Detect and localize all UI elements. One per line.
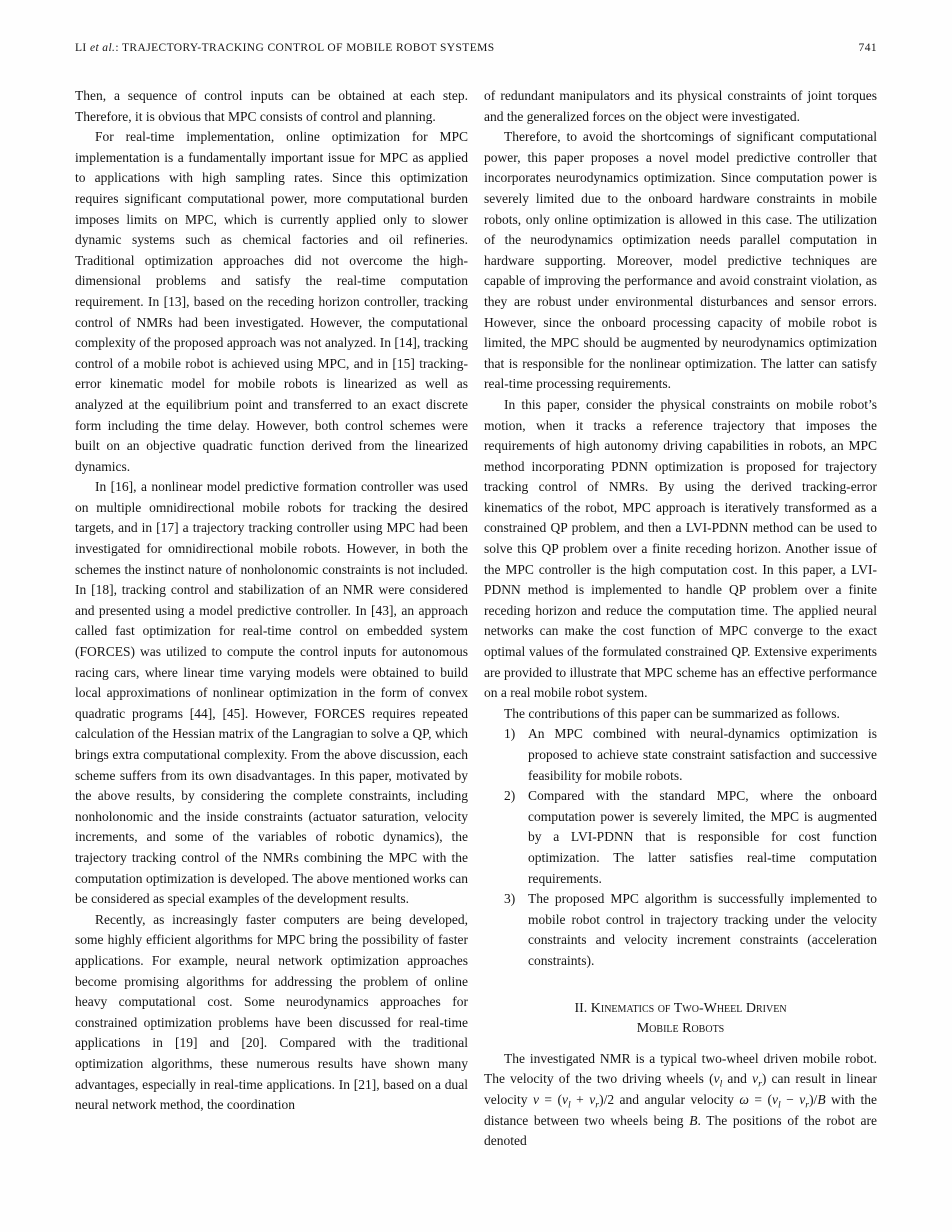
list-item-text: Compared with the standard MPC, where the onboard computation power is severely limited, the MPC is augmented by a LVI-PDNN that is responsible for cost function optimization. The latter satisfies real-time computation requirements. xyxy=(528,788,877,886)
list-item-number: 1) xyxy=(504,726,516,742)
paragraph: In [16], a nonlinear model predictive formation controller was used on multiple omnidirectional mobile robots for tracking the desired targets, and in [17] a trajectory tracking controller using MPC had been investigated for omnidirectional mobile robots. However, in both the schemes the instinct nature of nonholonomic constraints is not included. In [18], tracking control and stabilization of an NMR were considered and presented using a model predictive controller. In [43], an approach called fast optimization for real-time control on embedded system (FORCES) was utilized to compute the control inputs for autonomous racing cars, where linear time varying models were obtained to build local approximations of nonlinear optimization in the form of convex quadratic programs [44], [45]. However, FORCES requires repeated calculation of the Hessian matrix of the Langragian to solve a QP, which brings extra computational complexity. From the above discussion, each scheme suffers from its own disadvantages. In this paper, motivated by the above results, by considering the complete constraints, including nonholonomic and the inside constraints (actuator saturation, velocity increments, and some of the variables of robotic dynamics), the trajectory tracking control of the NMRs combining the MPC with the computation optimization is developed. The above mentioned works can be considered as special examples of the development results. xyxy=(75,479,468,907)
section-heading-line1: II. Kinematics of Two-Wheel Driven xyxy=(574,1000,787,1016)
list-item-text: The proposed MPC algorithm is successfully implemented to mobile robot control in trajectory tracking under the velocity constraints and velocity increment constraints (acceleration constraints). xyxy=(528,891,877,968)
paragraph: Recently, as increasingly faster computers are being developed, some highly efficient algorithms for MPC bring the possibility of faster applications. For example, neural network optimization approaches become promising algorithms for addressing the problem of online heavy computational cost. Some neurodynamics approaches for constrained optimization problems have been discussed for real-time applications in [19] and [20]. Compared with the traditional optimization algorithms, these numerous results have shown many advantages, especially in real-time applications. In [21], based on a dual neural network method, the coordination xyxy=(75,911,468,1113)
list-item xyxy=(484,889,877,971)
contributions-list xyxy=(484,724,877,971)
page-number: 741 xyxy=(858,42,877,54)
running-header xyxy=(75,42,877,54)
paragraph-continuation: of redundant manipulators and its physical constraints of joint torques and the generalized forces on the object were investigated. xyxy=(484,88,877,124)
list-item xyxy=(484,786,877,889)
running-title: LI et al.: TRAJECTORY-TRACKING CONTROL OF MOBILE ROBOT SYSTEMS xyxy=(75,42,495,54)
paragraph-continuation: Then, a sequence of control inputs can be obtained at each step. Therefore, it is obvious that MPC consists of control and planning. xyxy=(75,88,468,124)
list-item-number: 3) xyxy=(504,891,516,907)
column-left xyxy=(75,86,468,1152)
paragraph: The investigated NMR is a typical two-wheel driven mobile robot. The velocity of the two driving wheels ($v_l$ and $v_r$) can result in linear velocity $v = (v_l + v_r)/2$ and angular velocity $\omega = (v_l - v_r)/B$ with the distance between two wheels being B. The positions of the robot are denoted xyxy=(484,1050,877,1149)
list-item-number: 2) xyxy=(504,788,516,804)
paragraph: For real-time implementation, online optimization for MPC implementation is a fundamentally important issue for MPC as applied to applications with high sampling rates. Since this optimization requires significant computational power, more computational burden imposes limits on MPC, which is currently applied only to slower dynamic systems such as chemical factories and oil refineries. Traditional optimization approaches did not overcome the high-dimensional problems and satisfy the real-time computation requirement. In [13], based on the receding horizon controller, tracking control of NMRs had been investigated. However, the computational complexity of the proposed approach was not analyzed. In [14], tracking control of a mobile robot is achieved using MPC, and in [15] tracking-error kinematic model for mobile robots is linearized as well as analyzed at the equilibrium point and transferred to an exact discrete form including the time delay. However, both control schemes were built on an objective quadratic function derived from the linearized dynamics. xyxy=(75,129,468,474)
article-body xyxy=(75,86,877,1152)
column-right xyxy=(484,86,877,1152)
paragraph: Therefore, to avoid the shortcomings of significant computational power, this paper proposes a novel model predictive controller that incorporates neurodynamics optimization. Since computation power is severely limited due to the onboard hardware constraints in mobile robots, only online optimization is allowed in this case. The utilization of the neurodynamics optimization needs parallel computation in hardware supporting. Moreover, model predictive techniques are capable of improving the performance and avoid constraint violation, as they are robust under environmental disturbances and sensor errors. However, since the onboard processing capacity of mobile robot is limited, the MPC should be augmented by neurodynamics optimization that is responsible for the nonlinear optimization. The latter can satisfy real-time processing requirements. xyxy=(484,129,877,392)
paragraph: The contributions of this paper can be summarized as follows. xyxy=(504,705,840,721)
section-heading xyxy=(484,999,877,1040)
list-item xyxy=(484,724,877,786)
paragraph: In this paper, consider the physical constraints on mobile robot’s motion, when it tracks a reference trajectory that imposes the requirements of high autonomy driving capabilities in robots, an MPC method incorporating PDNN optimization is proposed for trajectory tracking control of NMRs. By using the derived tracking-error kinematics of the robot, MPC approach is iteratively transformed as a constrained QP problem, and then a LVI-PDNN method can be used to solve this QP problem over a finite receding horizon. Another issue of the MPC controller is the high computation cost. In this paper, a LVI-PDNN method is implemented to handle QP problem over a finite receding horizon and reduce the computation time. The applied neural networks can make the cost function of MPC converge to the exact optimal values of the formulated constrained QP. Extensive experiments are provided to illustrate that MPC scheme has an effective performance on a real mobile robot system. xyxy=(484,396,877,701)
section-heading-line2: Mobile Robots xyxy=(636,1021,725,1037)
list-item-text: An MPC combined with neural-dynamics optimization is proposed to achieve state constraint satisfaction and successive feasibility for mobile robots. xyxy=(528,726,877,783)
